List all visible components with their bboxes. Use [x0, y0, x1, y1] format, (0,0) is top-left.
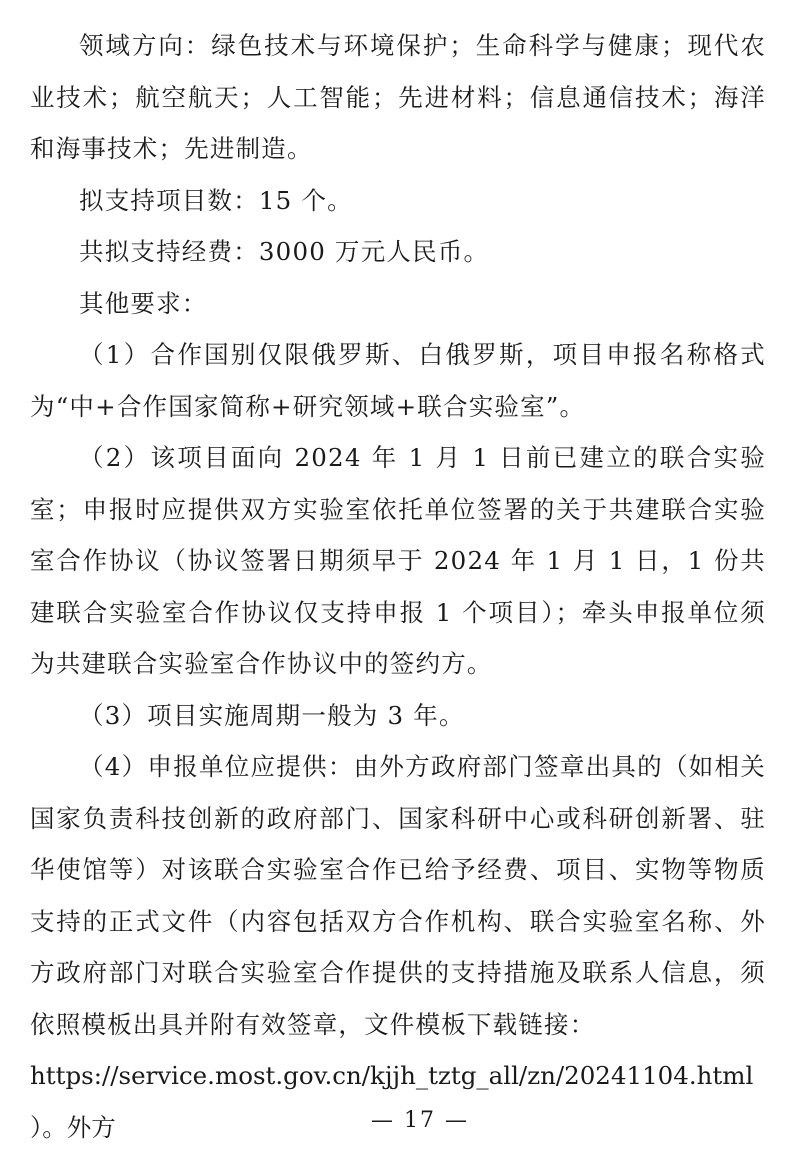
page-number: — 17 —: [371, 1108, 469, 1133]
paragraph-project-count: 拟支持项目数：15 个。: [79, 185, 353, 215]
paragraph-requirement-2: （2）该项目面向 2024 年 1 月 1 日前已建立的联合实验室；申报时应提供双方实验室依托单位签署的关于共建联合实验室合作协议（协议签署日期须早于 2024 年 1 月 1 日，1 份共建联合实验室合作协议仅支持申报 1 个项目）；牵头申报单位须为共建联合实验室合作协议中的签约方。: [30, 443, 766, 678]
paragraph-funding: 共拟支持经费：3000 万元人民币。: [79, 237, 490, 266]
paragraph-other-requirements-heading: 其他要求：: [79, 288, 208, 318]
template-download-link-line: https://service.most.gov.cn/kjjh_tztg_all/zn/20241104.html ）。外方: [30, 1061, 754, 1142]
paragraph-requirement-1: （1）合作国别仅限俄罗斯、白俄罗斯，项目申报名称格式为“中+合作国家简称+研究领域+联合实验室”。: [30, 340, 766, 421]
paragraph-requirement-3: （3）项目实施周期一般为 3 年。: [79, 700, 465, 730]
paragraph-field-directions: 领域方向：绿色技术与环境保护；生命科学与健康；现代农业技术；航空航天；人工智能；先进材料；信息通信技术；海洋和海事技术；先进制造。: [30, 31, 766, 163]
document-body: [30, 20, 766, 1153]
paragraph-requirement-4: （4）申报单位应提供：由外方政府部门签章出具的（如相关国家负责科技创新的政府部门、国家科研中心或科研创新署、驻华使馆等）对该联合实验室合作已给予经费、项目、实物等物质支持的正式文件（内容包括双方合作机构、联合实验室名称、外方政府部门对联合实验室合作提供的支持措施及联系人信息，须依照模板出具并附有效签章，文件模板下载链接：: [30, 752, 766, 1039]
